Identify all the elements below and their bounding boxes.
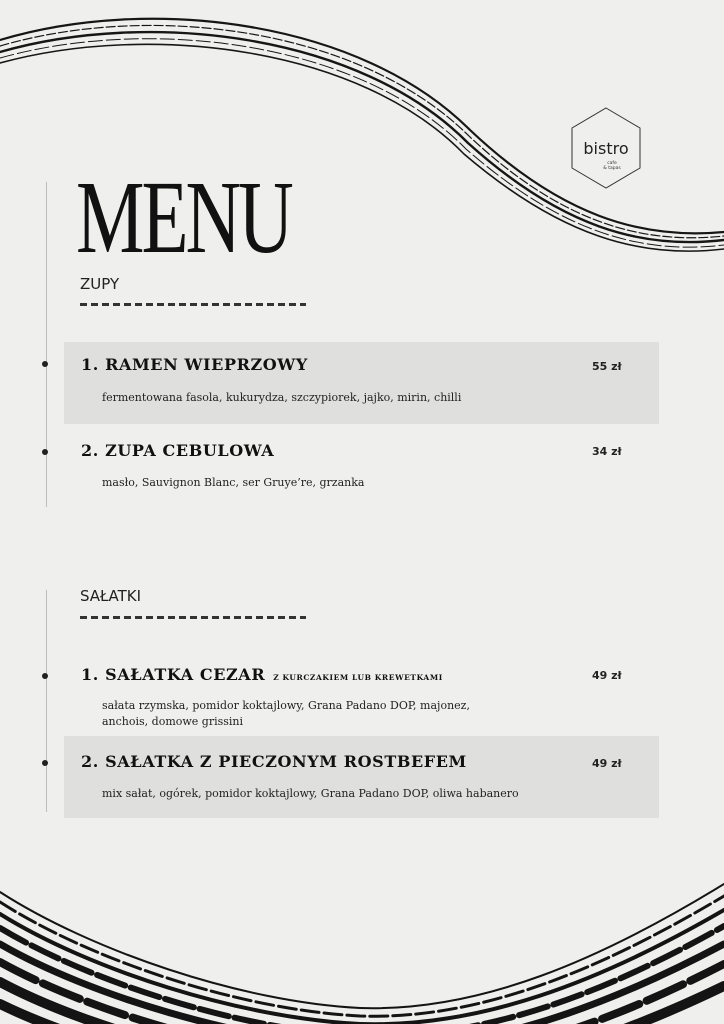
bullet-dot	[42, 760, 48, 766]
menu-item-price: 49 zł	[592, 669, 622, 682]
section-divider	[80, 616, 306, 619]
menu-item-description: masło, Sauvignon Blanc, ser Gruye’re, grzanka	[102, 476, 365, 489]
svg-text:& tapas: & tapas	[603, 166, 621, 171]
bullet-dot	[42, 361, 48, 367]
menu-item-description: sałata rzymska, pomidor koktajlowy, Grana Padano DOP, majonez, anchois, domowe grissini	[102, 699, 470, 728]
menu-item-name: 2. SAŁATKA Z PIECZONYM ROSTBEFEM	[81, 752, 467, 771]
highlight-band	[64, 736, 659, 818]
bullet-dot	[42, 449, 48, 455]
menu-item-price: 49 zł	[592, 757, 622, 770]
section-title-salatki: SAŁATKI	[80, 587, 142, 605]
section-title-zupy: ZUPY	[80, 275, 120, 293]
bullet-dot	[42, 673, 48, 679]
menu-item-name: 1. SAŁATKA CEZAR Z KURCZAKIEM LUB KREWETKAMI	[81, 665, 443, 684]
menu-item-price: 55 zł	[592, 360, 622, 373]
vertical-guide-line	[46, 590, 47, 812]
menu-item-description: mix sałat, ogórek, pomidor koktajlowy, Grana Padano DOP, oliwa habanero	[102, 787, 519, 800]
menu-item-name: 2. ZUPA CEBULOWA	[81, 441, 275, 460]
menu-title: MENU	[76, 160, 291, 275]
menu-item-price: 34 zł	[592, 445, 622, 458]
menu-item-description: fermentowana fasola, kukurydza, szczypiorek, jajko, mirin, chilli	[102, 391, 462, 404]
vertical-guide-line	[46, 182, 47, 507]
section-divider	[80, 303, 306, 306]
svg-text:cafe: cafe	[607, 161, 617, 166]
menu-item-name: 1. RAMEN WIEPRZOWY	[81, 355, 308, 374]
logo-text: bistro	[583, 139, 629, 158]
menu-item-note: Z KURCZAKIEM LUB KREWETKAMI	[273, 673, 443, 682]
bistro-logo	[570, 106, 642, 190]
